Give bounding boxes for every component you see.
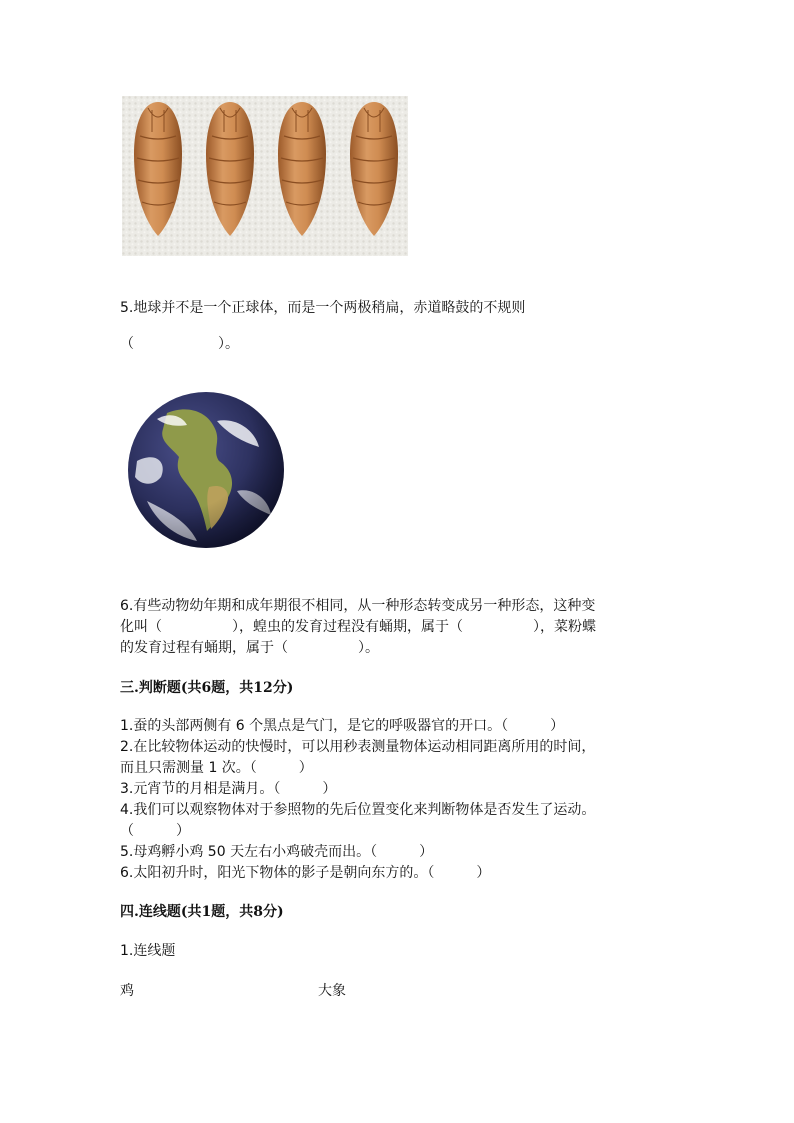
earth-globe-image xyxy=(127,391,285,549)
judge-item-2-cont: 而且只需测量 1 次。（ ） xyxy=(120,760,313,776)
q5-answer-blank: （ ）。 xyxy=(120,336,239,352)
judge-item-4-cont: （ ） xyxy=(120,823,190,839)
section3-heading: 三.判断题(共6题，共12分) xyxy=(120,680,294,696)
matching-left-item: 鸡 xyxy=(120,983,134,999)
matching-question-label: 1.连线题 xyxy=(120,943,176,959)
q6-text-line2: 化叫（ ），蝗虫的发育过程没有蛹期，属于（ ），菜粉蝶 xyxy=(120,619,596,635)
silkworm-pupae-image xyxy=(122,96,408,256)
q6-text-line1: 6.有些动物幼年期和成年期很不相同，从一种形态转变成另一种形态，这种变 xyxy=(120,598,596,614)
matching-right-item: 大象 xyxy=(318,983,346,999)
judge-item-2: 2.在比较物体运动的快慢时，可以用秒表测量物体运动相同距离所用的时间， xyxy=(120,739,596,755)
judge-item-4: 4.我们可以观察物体对于参照物的先后位置变化来判断物体是否发生了运动。 xyxy=(120,802,596,818)
q5-text-line1: 5.地球并不是一个正球体，而是一个两极稍扁，赤道略鼓的不规则 xyxy=(120,300,526,316)
judge-item-1: 1.蚕的头部两侧有 6 个黑点是气门，是它的呼吸器官的开口。（ ） xyxy=(120,718,565,734)
judge-item-3: 3.元宵节的月相是满月。（ ） xyxy=(120,781,337,797)
judge-item-5: 5.母鸡孵小鸡 50 天左右小鸡破壳而出。（ ） xyxy=(120,844,434,860)
judge-item-6: 6.太阳初升时，阳光下物体的影子是朝向东方的。（ ） xyxy=(120,865,491,881)
section4-heading: 四.连线题(共1题，共8分) xyxy=(120,904,284,920)
q6-text-line3: 的发育过程有蛹期，属于（ ）。 xyxy=(120,640,379,656)
